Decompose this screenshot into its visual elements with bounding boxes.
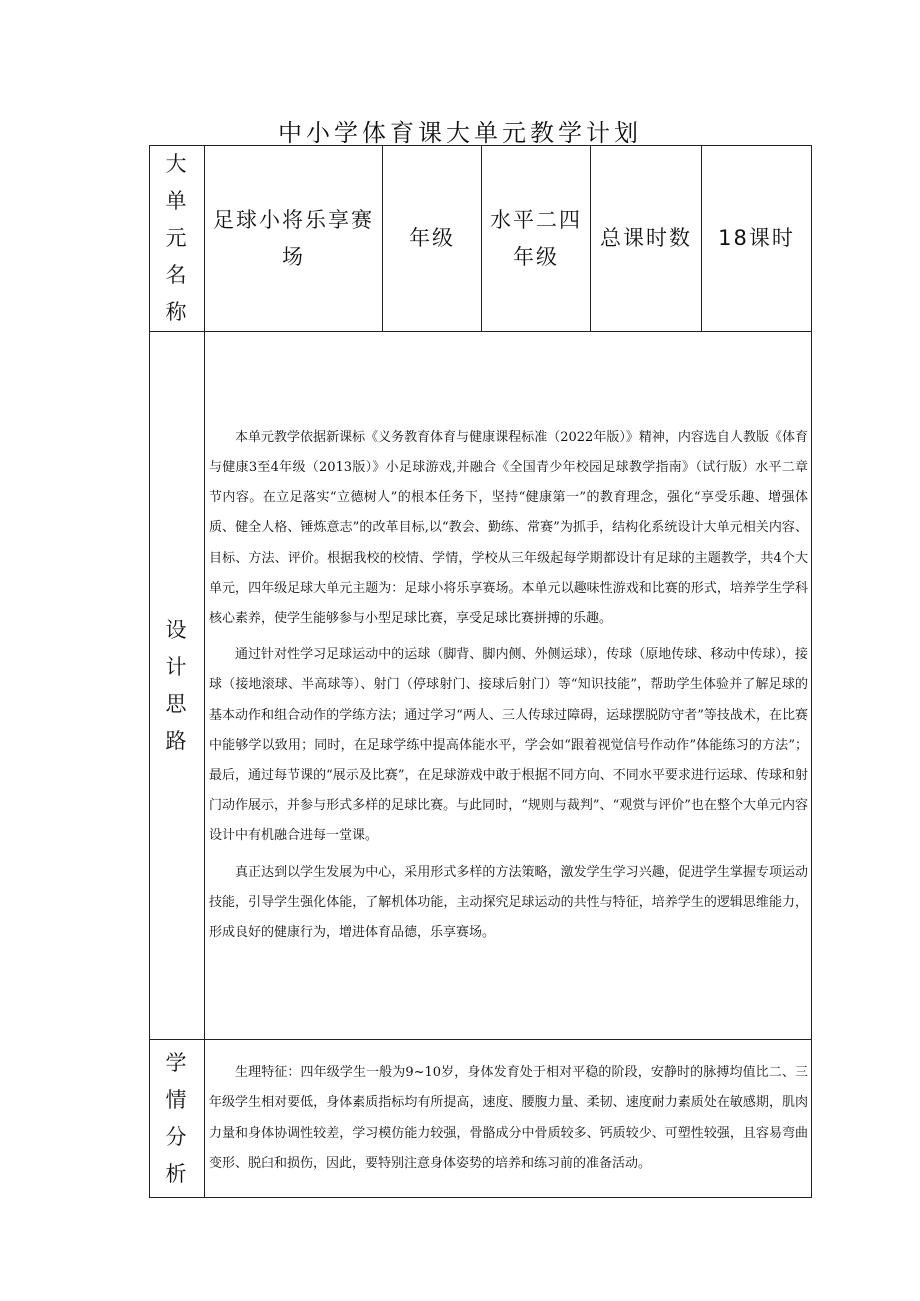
plan-table <box>149 145 812 1198</box>
design-label: 设计思路 <box>150 332 205 1040</box>
analysis-label: 学情分析 <box>150 1040 205 1198</box>
total-hours-label: 总课时数 <box>591 146 702 332</box>
design-text <box>205 332 812 1040</box>
grade-label: 年级 <box>383 146 482 332</box>
design-paragraph: 通过针对性学习足球运动中的运球（脚背、脚内侧、外侧运球），传球（原地传球、移动中传球），接球（接地滚球、半高球等）、射门（停球射门、接球后射门）等“知识技能”，帮助学生体验并了解足球的基本动作和组合动作的学练方法；通过学习“两人、三人传球过障碍，运球摆脱防守者”等技战术，在比赛中能够学以致用；同时，在足球学练中提高体能水平，学会如“跟着视觉信号作动作”体能练习的方法”；最后，通过每节课的“展示及比赛”，在足球游戏中敢于根据不同方向、不同水平要求进行运球、传球和射门动作展示，并参与形式多样的足球比赛。与此同时，“规则与裁判”、“观赏与评价”也在整个大单元内容设计中有机融合进每一堂课。 <box>209 647 808 844</box>
grade-value: 水平二四年级 <box>482 146 591 332</box>
document-title: 中小学体育课大单元教学计划 <box>278 119 642 147</box>
header-row <box>150 146 812 332</box>
analysis-paragraph: 生理特征：四年级学生一般为9~10岁，身体发育处于相对平稳的阶段，安静时的脉搏均值比二、三年级学生相对要低，身体素质指标均有所提高，速度、腰腹力量、柔韧、速度耐力素质处在敏感期，肌肉力量和身体协调性较差，学习模仿能力较强，骨骼成分中骨质较多、钙质较少、可塑性较强，且容易弯曲变形、脱臼和损伤，因此，要特别注意身体姿势的培养和练习前的准备活动。 <box>209 1065 808 1171</box>
design-paragraph: 真正达到以学生发展为中心，采用形式多样的方法策略，激发学生学习兴趣，促进学生掌握专项运动技能，引导学生强化体能，了解机体功能，主动探究足球运动的共性与特征，培养学生的逻辑思维能力，形成良好的健康行为，增进体育品德，乐享赛场。 <box>209 864 808 941</box>
unit-name-value: 足球小将乐享赛场 <box>205 146 383 332</box>
analysis-row <box>150 1040 812 1198</box>
analysis-text <box>205 1040 812 1198</box>
unit-name-label: 大单元名称 <box>150 146 205 332</box>
total-hours-value: 18课时 <box>702 146 812 332</box>
design-row <box>150 332 812 1040</box>
design-paragraph: 本单元教学依据新课标《义务教育体育与健康课程标准（2022年版）》精神，内容选自人教版《体育与健康3至4年级（2013版）》小足球游戏,并融合《全国青少年校园足球教学指南》（试行版）水平二章节内容。在立足落实“立德树人”的根本任务下，坚持“健康第一”的教育理念，强化“享受乐趣、增强体质、健全人格、锤炼意志”的改革目标,以“教会、勤练、常赛”为抓手，结构化系统设计大单元相关内容、目标、方法、评价。根据我校的校情、学情，学校从三年级起每学期都设计有足球的主题教学，共4个大单元，四年级足球大单元主题为：足球小将乐享赛场。本单元以趣味性游戏和比赛的形式，培养学生学科核心素养，使学生能够参与小型足球比赛，享受足球比赛拼搏的乐趣。 <box>209 429 808 626</box>
